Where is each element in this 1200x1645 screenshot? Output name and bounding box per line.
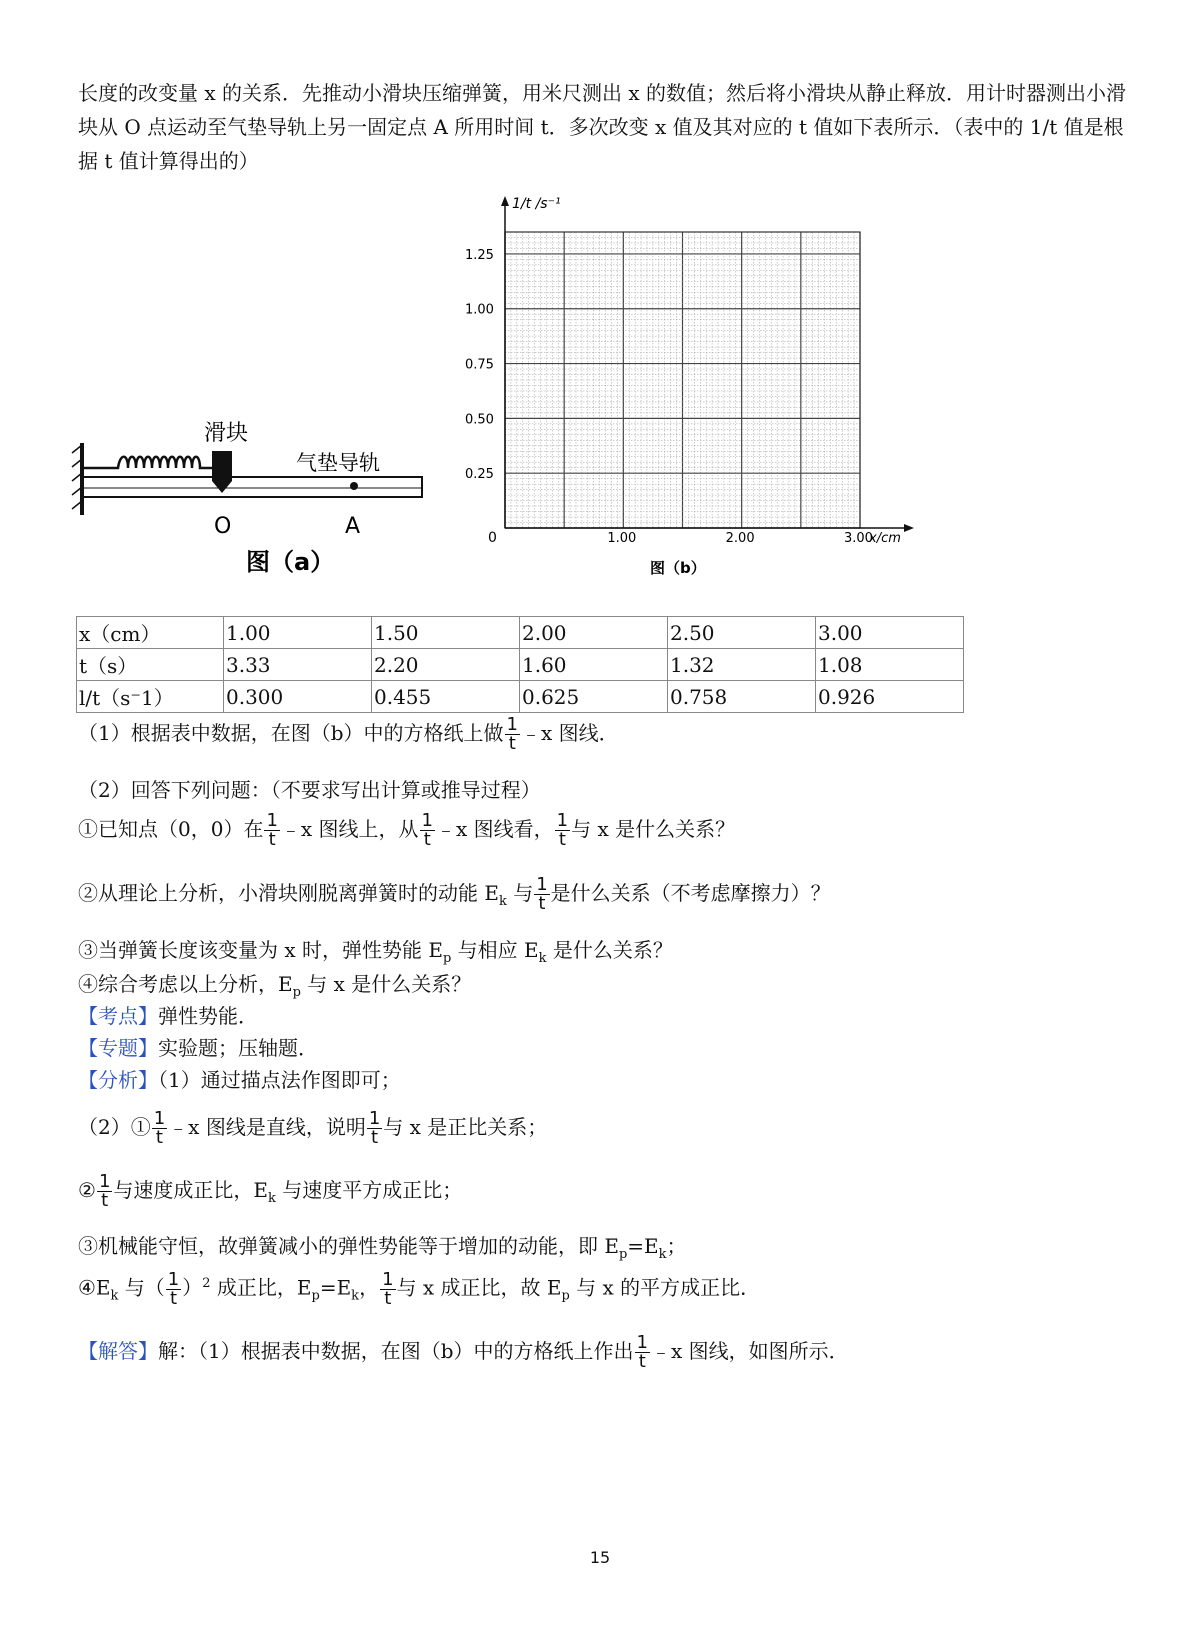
fraction-1-over-t: $\frac{1}{t}$	[636, 1332, 648, 1372]
question-2: （2）回答下列问题：（不要求写出计算或推导过程）	[78, 778, 541, 802]
table-row-header: l/t（s⁻1）	[77, 681, 224, 713]
table-row	[77, 681, 964, 713]
label-o: O	[214, 514, 232, 539]
table-cell: 2.00	[520, 617, 668, 649]
table-cell: 2.20	[372, 649, 520, 681]
section-jieda: 【解答】解：（1）根据表中数据，在图（b）中的方格纸上作出 $\frac{1}{t}$ ﹣x 图线，如图所示．	[78, 1332, 849, 1372]
fraction-1-over-t: $\frac{1}{t}$	[266, 810, 278, 850]
question-1: （1）根据表中数据，在图（b）中的方格纸上做 $\frac{1}{t}$ ﹣x 图线．	[78, 714, 619, 754]
table-cell: 3.33	[224, 649, 372, 681]
y-tick-label: 1.00	[465, 302, 494, 318]
section-zhuanti: 【专题】实验题；压轴题．	[78, 1036, 318, 1060]
origin-label: 0	[488, 530, 497, 546]
fraction-1-over-t: $\frac{1}{t}$	[506, 714, 518, 754]
figure-b-caption: 图（b）	[650, 559, 706, 577]
section-kaodian: 【考点】弹性势能．	[78, 1004, 258, 1028]
figure-a-caption: 图（a）	[246, 548, 335, 576]
fraction-1-over-t: $\frac{1}{t}$	[153, 1108, 166, 1148]
figure-a	[70, 395, 430, 580]
table-cell: 1.60	[520, 649, 668, 681]
section-fenxi: 【分析】（1）通过描点法作图即可；	[78, 1068, 401, 1092]
fraction-1-over-t: $\frac{1}{t}$	[167, 1268, 180, 1309]
table-row-header: t（s）	[77, 649, 224, 681]
table-cell: 1.08	[816, 649, 964, 681]
table-cell: 1.32	[668, 649, 816, 681]
table-row-header: x（cm）	[77, 617, 224, 649]
fraction-1-over-t: $\frac{1}{t}$	[98, 1171, 111, 1211]
label-slider: 滑块	[204, 421, 249, 446]
x-axis-label: x/cm	[869, 531, 901, 546]
question-2-3: ③当弹簧长度该变量为 x 时，弹性势能 $E_p$ 与相应 $E_k$ 是什么关系？	[78, 938, 673, 966]
table-row	[77, 649, 964, 681]
y-tick-label: 1.25	[465, 247, 494, 263]
table-cell: 0.455	[372, 681, 520, 713]
table-row	[77, 617, 964, 649]
fraction-1-over-t: $\frac{1}{t}$	[421, 810, 433, 850]
y-tick-label: 0.75	[465, 357, 494, 373]
table-cell: 1.00	[224, 617, 372, 649]
question-2-1: ①已知点（0，0）在 $\frac{1}{t}$ ﹣x 图线上，从 $\frac{1}{t}$ ﹣x 图线看， $\frac{1}{t}$ 与 x 是什么关系？	[78, 810, 736, 850]
table-cell: 2.50	[668, 617, 816, 649]
x-tick-label: 2.00	[725, 531, 755, 546]
air-track	[82, 477, 422, 497]
fraction-1-over-t: $\frac{1}{t}$	[382, 1268, 394, 1309]
y-tick-label: 0.25	[465, 467, 494, 483]
x-tick-label: 3.00	[844, 531, 873, 546]
y-tick-label: 0.50	[465, 412, 494, 428]
analysis-3: ③机械能守恒，故弹簧减小的弹性势能等于增加的动能，即 $E_p=E_k$；	[78, 1234, 687, 1262]
grid	[505, 232, 860, 528]
question-2-4: ④综合考虑以上分析，$E_p$ 与 x 是什么关系？	[78, 972, 472, 1000]
analysis-2: ② $\frac{1}{t}$ 与速度成正比，$E_k$ 与速度平方成正比；	[78, 1171, 463, 1211]
fraction-1-over-t: $\frac{1}{t}$	[556, 810, 569, 850]
intro-paragraph: 长度的改变量 x 的关系．先推动小滑块压缩弹簧，用米尺测出 x 的数值；然后将小滑块从静止释放．用计时器测出小滑块从 O 点运动至气垫导轨上另一固定点 A 所用时间 t．多次改变 x 值及其对应的 t 值如下表所示．（表中的 1/t 值是根据 t 值计算得出的）	[78, 81, 1126, 173]
label-track: 气垫导轨	[296, 451, 380, 475]
analysis-4: $④E_k$ 与（ $\frac{1}{t}$ ）$^2$ 成正比，$E_p=E_k$， $\frac{1}{t}$ 与 x 成正比，故 $E_p$ 与 x 的平方成正比．	[78, 1268, 761, 1309]
point-a-marker	[350, 482, 358, 490]
figure-b-chart	[460, 190, 920, 585]
table-cell: 0.300	[224, 681, 372, 713]
table-cell: 0.625	[520, 681, 668, 713]
page-number: 15	[589, 1548, 611, 1567]
spring	[82, 457, 212, 468]
slider-tip	[212, 481, 232, 493]
table-cell: 0.758	[668, 681, 816, 713]
fraction-1-over-t: $\frac{1}{t}$	[536, 874, 548, 914]
table-cell: 3.00	[816, 617, 964, 649]
y-axis-label: 1/t /s⁻¹	[512, 196, 561, 212]
wall	[72, 443, 82, 515]
table-cell: 1.50	[372, 617, 520, 649]
table-cell: 0.926	[816, 681, 964, 713]
analysis-1: （2）① $\frac{1}{t}$ ﹣x 图线是直线，说明 $\frac{1}{t}$ 与 x 是正比关系；	[78, 1108, 548, 1148]
question-2-2: ②从理论上分析，小滑块刚脱离弹簧时的动能 $E_k$ 与 $\frac{1}{t}$ 是什么关系（不考虑摩擦力）？	[78, 874, 831, 914]
data-table	[76, 616, 964, 713]
label-a: A	[345, 514, 361, 539]
x-tick-label: 1.00	[607, 531, 637, 546]
fraction-1-over-t: $\frac{1}{t}$	[368, 1108, 381, 1148]
